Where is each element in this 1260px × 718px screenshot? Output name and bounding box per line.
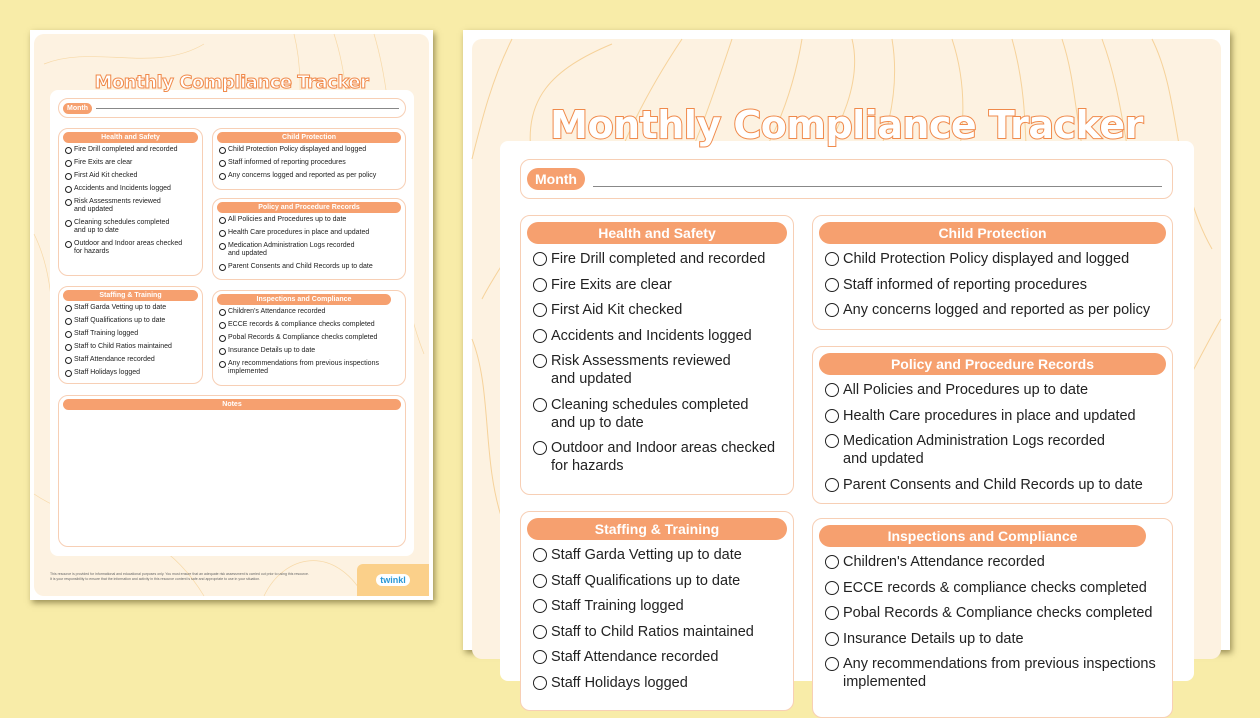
checklist-item[interactable]: Staff informed of reporting procedures: [825, 276, 1172, 294]
checklist-item[interactable]: Any recommendations from previous inspections implemented: [825, 655, 1172, 691]
radio-icon[interactable]: [825, 252, 839, 266]
section-inspections: [812, 518, 1173, 718]
radio-icon[interactable]: [219, 348, 226, 355]
checklist-item[interactable]: Medication Administration Logs recorded and updated: [825, 432, 1172, 468]
month-label: Month: [63, 103, 92, 114]
checklist-item[interactable]: Staff to Child Ratios maintained: [65, 343, 202, 351]
radio-icon[interactable]: [533, 441, 547, 455]
checklist-item[interactable]: Staff Holidays logged: [533, 674, 793, 692]
radio-icon[interactable]: [65, 357, 72, 364]
radio-icon[interactable]: [65, 147, 72, 154]
zoomed-paper: [472, 39, 1221, 691]
radio-icon[interactable]: [825, 409, 839, 423]
checklist-item[interactable]: All Policies and Procedures up to date: [825, 381, 1172, 399]
radio-icon[interactable]: [533, 599, 547, 613]
radio-icon[interactable]: [533, 676, 547, 690]
section-child-protection: [212, 128, 406, 190]
section-heading: Health and Safety: [63, 132, 198, 143]
section-staffing-training: [58, 286, 203, 384]
checklist-item[interactable]: Accidents and Incidents logged: [65, 185, 202, 193]
radio-icon[interactable]: [65, 220, 72, 227]
content-panel: [500, 141, 1194, 691]
radio-icon[interactable]: [65, 344, 72, 351]
checklist-item[interactable]: All Policies and Procedures up to date: [219, 216, 405, 224]
month-input-line[interactable]: [593, 186, 1162, 187]
section-inspections: [212, 290, 406, 386]
radio-icon[interactable]: [219, 160, 226, 167]
checklist-item[interactable]: Pobal Records & Compliance checks completed: [219, 334, 405, 342]
checklist-item[interactable]: Any recommendations from previous inspections implemented: [219, 360, 405, 376]
radio-icon[interactable]: [219, 309, 226, 316]
section-heading: Policy and Procedure Records: [217, 202, 401, 213]
twinkl-logo: twinkl: [376, 574, 410, 586]
month-input-line[interactable]: [96, 108, 399, 109]
checklist-item[interactable]: Outdoor and Indoor areas checked for hazards: [533, 439, 793, 475]
section-notes[interactable]: [58, 395, 406, 547]
radio-icon[interactable]: [219, 335, 226, 342]
radio-icon[interactable]: [533, 398, 547, 412]
checklist-item[interactable]: Staff Holidays logged: [65, 369, 202, 377]
checklist-item[interactable]: Staff informed of reporting procedures: [219, 159, 405, 167]
month-field-box: [520, 159, 1173, 199]
radio-icon[interactable]: [825, 632, 839, 646]
checklist-item[interactable]: Fire Exits are clear: [533, 276, 793, 294]
checklist-item[interactable]: Risk Assessments reviewed and updated: [533, 352, 793, 388]
radio-icon[interactable]: [533, 329, 547, 343]
section-heading: Inspections and Compliance: [217, 294, 391, 305]
checklist-item[interactable]: Children's Attendance recorded: [219, 308, 405, 316]
checklist-item[interactable]: Cleaning schedules completed and up to date: [65, 219, 202, 235]
section-policy-records: [812, 346, 1173, 504]
section-staffing-training: [520, 511, 794, 711]
brand-tab: [357, 564, 429, 596]
checklist-item[interactable]: First Aid Kit checked: [65, 172, 202, 180]
radio-icon[interactable]: [825, 606, 839, 620]
checklist-item[interactable]: Staff Attendance recorded: [533, 648, 793, 666]
radio-icon[interactable]: [219, 147, 226, 154]
thumbnail-panel: [50, 90, 414, 556]
radio-icon[interactable]: [219, 322, 226, 329]
radio-icon[interactable]: [219, 230, 226, 237]
checklist-item[interactable]: Staff Qualifications up to date: [65, 317, 202, 325]
radio-icon[interactable]: [65, 241, 72, 248]
radio-icon[interactable]: [825, 278, 839, 292]
radio-icon[interactable]: [219, 243, 226, 250]
checklist-item[interactable]: Staff Training logged: [65, 330, 202, 338]
checklist-item[interactable]: Pobal Records & Compliance checks completed: [825, 604, 1172, 622]
section-heading: Health and Safety: [527, 222, 787, 244]
section-child-protection: [812, 215, 1173, 330]
checklist-item[interactable]: Child Protection Policy displayed and logged: [219, 146, 405, 154]
section-health-safety: [58, 128, 203, 276]
thumbnail-title: Monthly Compliance Tracker: [94, 72, 369, 93]
month-field-box: [58, 98, 406, 118]
radio-icon[interactable]: [825, 581, 839, 595]
radio-icon[interactable]: [219, 264, 226, 271]
radio-icon[interactable]: [65, 160, 72, 167]
radio-icon[interactable]: [219, 361, 226, 368]
thumbnail-page: [30, 30, 433, 600]
radio-icon[interactable]: [533, 303, 547, 317]
section-heading: Staffing & Training: [63, 290, 198, 301]
checklist-item[interactable]: Parent Consents and Child Records up to date: [219, 263, 405, 271]
checklist-item[interactable]: ECCE records & compliance checks completed: [825, 579, 1172, 597]
radio-icon[interactable]: [533, 354, 547, 368]
checklist-item[interactable]: Staff Attendance recorded: [65, 356, 202, 364]
radio-icon[interactable]: [825, 434, 839, 448]
section-heading: Child Protection: [217, 132, 401, 143]
checklist-item[interactable]: Outdoor and Indoor areas checked for hazards: [65, 240, 202, 256]
disclaimer: This resource is provided for informational and educational purposes only. You must ensure that an adequate risk assessment is carried out prior to using this resource. It is your responsibility to ensure that the information and activity in this resource content is safe and appropriate to use in your situation.: [50, 572, 309, 581]
month-label: Month: [527, 168, 585, 190]
radio-icon[interactable]: [825, 383, 839, 397]
radio-icon[interactable]: [219, 173, 226, 180]
checklist-item[interactable]: Staff Qualifications up to date: [533, 572, 793, 590]
radio-icon[interactable]: [65, 199, 72, 206]
radio-icon[interactable]: [533, 252, 547, 266]
section-heading: Staffing & Training: [527, 518, 787, 540]
checklist-item[interactable]: Staff Training logged: [533, 597, 793, 615]
checklist-item[interactable]: Staff Garda Vetting up to date: [533, 546, 793, 564]
radio-icon[interactable]: [65, 305, 72, 312]
thumbnail-paper: [34, 34, 429, 596]
checklist-item[interactable]: Fire Drill completed and recorded: [65, 146, 202, 154]
radio-icon[interactable]: [65, 186, 72, 193]
checklist-item[interactable]: ECCE records & compliance checks completed: [219, 321, 405, 329]
radio-icon[interactable]: [65, 331, 72, 338]
checklist-item[interactable]: Risk Assessments reviewed and updated: [65, 198, 202, 214]
checklist-item[interactable]: Health Care procedures in place and updated: [219, 229, 405, 237]
checklist-item[interactable]: Insurance Details up to date: [219, 347, 405, 355]
radio-icon[interactable]: [65, 370, 72, 377]
radio-icon[interactable]: [825, 555, 839, 569]
section-policy-records: [212, 198, 406, 280]
page-title: Monthly Compliance Tracker: [550, 103, 1143, 147]
radio-icon[interactable]: [65, 173, 72, 180]
section-heading: Notes: [63, 399, 401, 410]
zoomed-page: [463, 30, 1230, 691]
checklist-item[interactable]: Fire Drill completed and recorded: [533, 250, 793, 268]
radio-icon[interactable]: [533, 625, 547, 639]
checklist-item[interactable]: Fire Exits are clear: [65, 159, 202, 167]
radio-icon[interactable]: [533, 278, 547, 292]
checklist-item[interactable]: Any concerns logged and reported as per policy: [219, 172, 405, 180]
radio-icon[interactable]: [533, 548, 547, 562]
checklist-item[interactable]: Parent Consents and Child Records up to date: [825, 476, 1172, 494]
radio-icon[interactable]: [825, 303, 839, 317]
section-heading: Inspections and Compliance: [819, 525, 1146, 547]
radio-icon[interactable]: [825, 657, 839, 671]
checklist-item[interactable]: First Aid Kit checked: [533, 301, 793, 319]
section-heading: Child Protection: [819, 222, 1166, 244]
checklist-item[interactable]: Insurance Details up to date: [825, 630, 1172, 648]
checklist-item[interactable]: Staff to Child Ratios maintained: [533, 623, 793, 641]
checklist-item[interactable]: Any concerns logged and reported as per policy: [825, 301, 1172, 319]
radio-icon[interactable]: [65, 318, 72, 325]
checklist-item[interactable]: Health Care procedures in place and updated: [825, 407, 1172, 425]
checklist-item[interactable]: Staff Garda Vetting up to date: [65, 304, 202, 312]
section-heading: Policy and Procedure Records: [819, 353, 1166, 375]
radio-icon[interactable]: [533, 650, 547, 664]
checklist-item[interactable]: Child Protection Policy displayed and logged: [825, 250, 1172, 268]
checklist-item[interactable]: Medication Administration Logs recorded and updated: [219, 242, 405, 258]
radio-icon[interactable]: [533, 574, 547, 588]
checklist-item[interactable]: Cleaning schedules completed and up to date: [533, 396, 793, 432]
radio-icon[interactable]: [825, 478, 839, 492]
section-health-safety: [520, 215, 794, 495]
radio-icon[interactable]: [219, 217, 226, 224]
checklist-item[interactable]: Accidents and Incidents logged: [533, 327, 793, 345]
checklist-item[interactable]: Children's Attendance recorded: [825, 553, 1172, 571]
